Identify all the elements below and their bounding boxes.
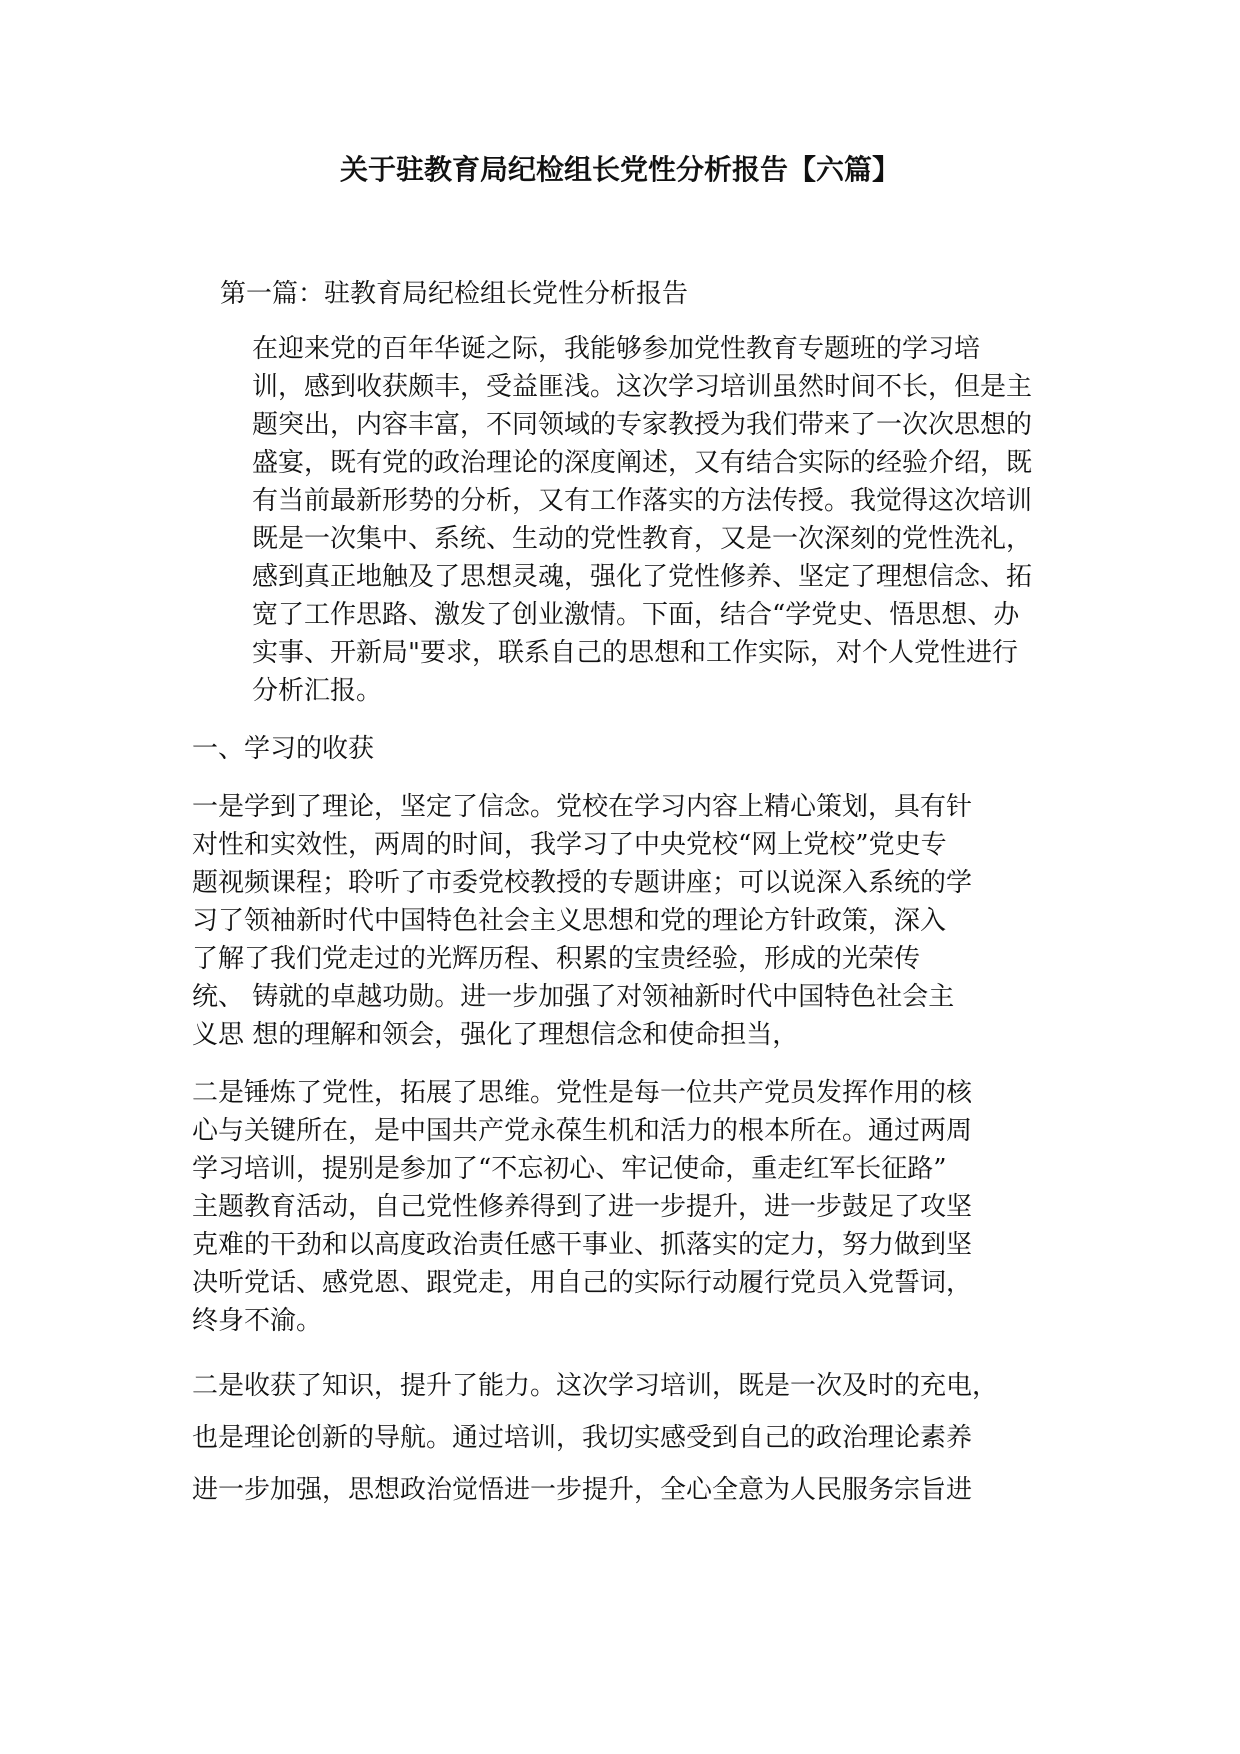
- text-line: 决听党话、感党恩、跟党走，用自己的实际行动履行党员入党誓词，: [192, 1268, 973, 1298]
- text-line: 也是理论创新的导航。通过培训，我切实感受到自己的政治理论素养: [192, 1423, 973, 1453]
- text-line: 二是收获了知识，提升了能力。这次学习培训，既是一次及时的充电，: [192, 1371, 999, 1401]
- text-line: 题突出，内容丰富，不同领域的专家教授为我们带来了一次次思想的: [252, 410, 1033, 440]
- text-line: 学习培训，提别是参加了“不忘初心、牢记使命，重走红军长征路”: [192, 1154, 947, 1184]
- intro-paragraph: [192, 330, 1072, 710]
- text-line: 克难的干劲和以高度政治责任感干事业、抓落实的定力，努力做到坚: [192, 1230, 973, 1260]
- text-line: 终身不渝。: [192, 1306, 323, 1336]
- text-line: 题视频课程；聆听了市委党校教授的专题讲座；可以说深入系统的学: [192, 868, 973, 898]
- text-line: 进一步加强，思想政治觉悟进一步提升，全心全意为人民服务宗旨进: [192, 1475, 973, 1505]
- paragraph-party-spirit: [192, 1074, 1072, 1340]
- text-line: 主题教育活动，自己党性修养得到了进一步提升，进一步鼓足了攻坚: [192, 1192, 973, 1222]
- chapter-subtitle: 第一篇：驻教育局纪检组长党性分析报告: [220, 279, 689, 309]
- text-line: 在迎来党的百年华诞之际，我能够参加党性教育专题班的学习培: [252, 334, 981, 364]
- document-body: [192, 330, 1072, 1536]
- text-line: 感到真正地触及了思想灵魂，强化了党性修养、坚定了理想信念、拓: [252, 562, 1033, 592]
- text-line: 统、 铸就的卓越功勋。进一步加强了对领袖新时代中国特色社会主: [192, 982, 955, 1012]
- text-line: 宽了工作思路、激发了创业激情。下面，结合“学党史、悟思想、办: [252, 600, 1020, 630]
- text-line: 义思 想的理解和领会，强化了理想信念和使命担当，: [192, 1020, 799, 1050]
- text-line: 了解了我们党走过的光辉历程、积累的宝贵经验，形成的光荣传: [192, 944, 921, 974]
- text-line: 一是学到了理论，坚定了信念。党校在学习内容上精心策划，具有针: [192, 792, 973, 822]
- text-line: 习了领袖新时代中国特色社会主义思想和党的理论方针政策，深入: [192, 906, 947, 936]
- text-line: 既是一次集中、系统、生动的党性教育，又是一次深刻的党性洗礼，: [252, 524, 1033, 554]
- document-title: 关于驻教育局纪检组长党性分析报告【六篇】: [339, 153, 900, 186]
- paragraph-theory: [192, 788, 1072, 1054]
- text-line: 二是锤炼了党性，拓展了思维。党性是每一位共产党员发挥作用的核: [192, 1078, 973, 1108]
- text-line: 训，感到收获颇丰，受益匪浅。这次学习培训虽然时间不长，但是主: [252, 372, 1033, 402]
- text-line: 盛宴，既有党的政治理论的深度阐述，又有结合实际的经验介绍，既: [252, 448, 1033, 478]
- text-line: 对性和实效性，两周的时间，我学习了中央党校“网上党校”党史专: [192, 830, 947, 860]
- text-line: 分析汇报。: [252, 676, 383, 706]
- text-line: 有当前最新形势的分析，又有工作落实的方法传授。我觉得这次培训: [252, 486, 1033, 516]
- text-line: 实事、开新局"要求，联系自己的思想和工作实际，对个人党性进行: [252, 638, 1018, 668]
- text-line: 心与关键所在，是中国共产党永葆生机和活力的根本所在。通过两周: [192, 1116, 973, 1146]
- paragraph-knowledge: [192, 1360, 1072, 1516]
- section-heading: 一、学习的收获: [192, 734, 375, 764]
